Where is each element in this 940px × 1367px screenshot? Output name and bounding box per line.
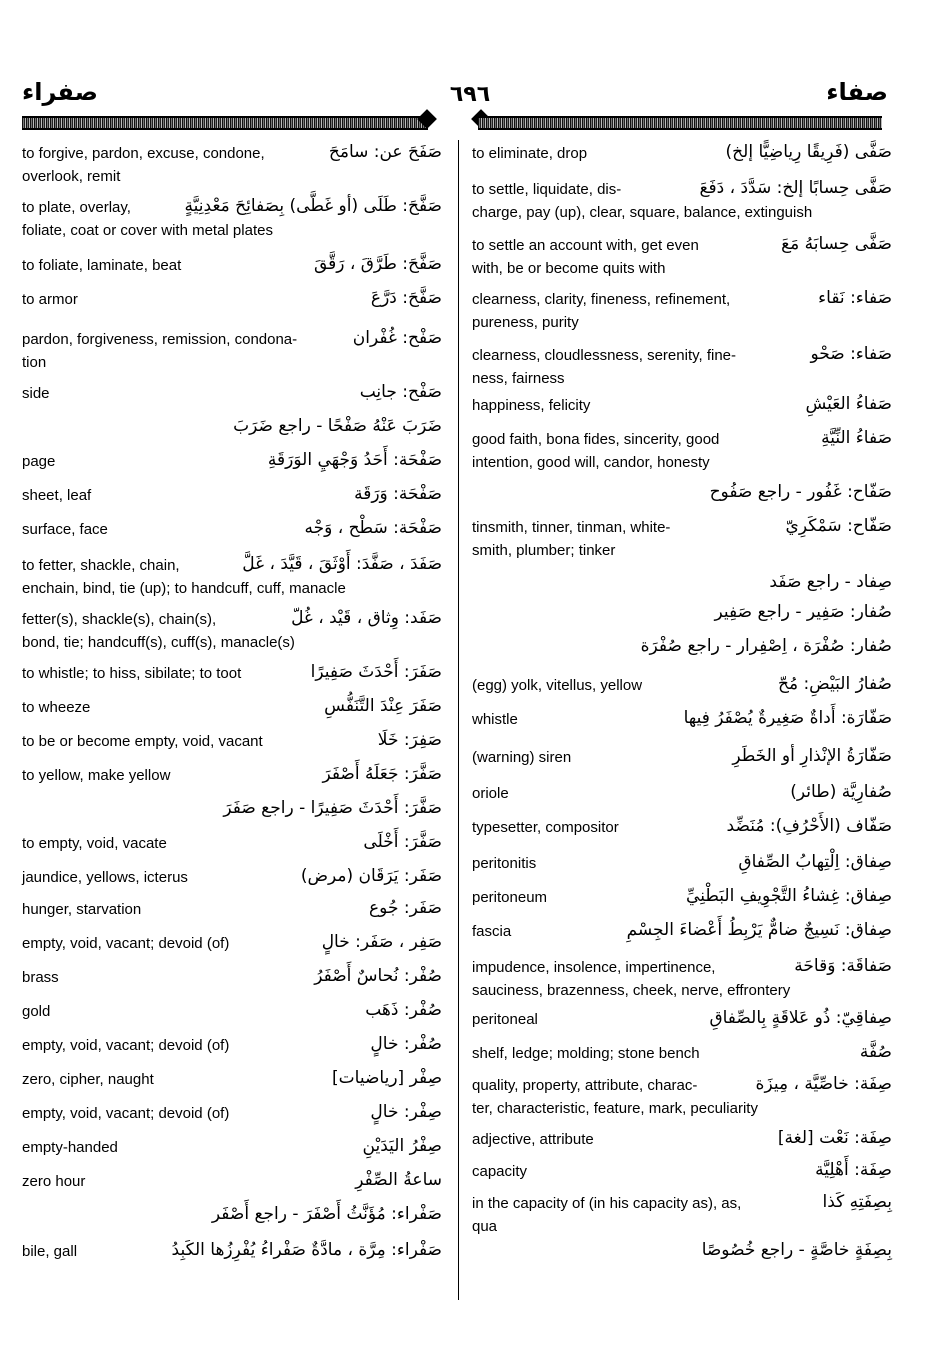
- dictionary-entry: [472, 1008, 892, 1031]
- arabic-headword: بِصِفَتِهِ كَذا: [822, 1192, 892, 1212]
- arabic-headword: صِفْر: خالٍ: [370, 1102, 442, 1122]
- english-definition: to plate, overlay, foliate, coat or cover with metal plates: [22, 199, 273, 239]
- english-definition: jaundice, yellows, icterus: [22, 869, 188, 886]
- dictionary-entry: [22, 1170, 442, 1193]
- english-definition: capacity: [472, 1163, 528, 1180]
- arabic-headword: صَفَرَ عِنْدَ التَّنَفُّسِ: [324, 696, 442, 716]
- arabic-headword: صُفار: صُفْرَة ، اِصْفِرار - راجع صُفْرَة: [640, 636, 892, 656]
- dictionary-entry: [472, 1074, 892, 1120]
- english-definition: shelf, ledge; molding; stone bench: [472, 1045, 700, 1062]
- arabic-headword: صَفّاف (الأَحْرُفِ): مُنَضِّد: [726, 816, 892, 836]
- arabic-headword: صِفَة: أَهْلِيَّة: [815, 1160, 892, 1180]
- dictionary-entry: [472, 816, 892, 839]
- arabic-headword: صِفاق: نَسِيجٌ ضامٌّ يَرْبِطُ أَعْضاءَ الجِسْمِ: [626, 920, 892, 940]
- dictionary-entry: [22, 328, 442, 374]
- english-definition: page: [22, 453, 56, 470]
- english-definition: to eliminate, drop: [472, 145, 588, 162]
- arabic-headword: صَفَد: وِثاق ، قَيْد ، غُلّ: [291, 608, 442, 628]
- arabic-headword: صَفاء: صَحْو: [810, 344, 892, 364]
- arabic-headword: صُفارُ البَيْضِ: مُحّ: [777, 674, 892, 694]
- arabic-headword: صُفَّة: [859, 1042, 892, 1062]
- dictionary-entry: [472, 1192, 892, 1238]
- arabic-headword: صَفَّى (فَرِيقًا رِياضِيًّا إلخ): [725, 142, 892, 162]
- arabic-headword: صَفَّرَ: أَحْدَثَ صَفِيرًا - راجع صَفَرَ: [223, 798, 442, 818]
- dictionary-entry: [22, 662, 442, 685]
- english-definition: tinsmith, tinner, tinman, white- smith, plumber; tinker: [472, 519, 671, 559]
- arabic-headword: صَفَّى حِسابَهُ مَعَ: [781, 234, 892, 254]
- dictionary-entry: [472, 428, 892, 474]
- english-definition: to foliate, laminate, beat: [22, 257, 182, 274]
- english-definition: to settle an account with, get even with, be or become quits with: [472, 237, 699, 277]
- dictionary-entry: [22, 796, 442, 820]
- arabic-headword: صَفَّرَ: أَخْلَى: [363, 832, 442, 852]
- english-definition: whistle: [472, 711, 518, 728]
- english-definition: zero, cipher, naught: [22, 1071, 154, 1088]
- arabic-headword: صُفْر: نُحاسٌ أَصْفَرُ: [314, 966, 442, 986]
- dictionary-entry: [472, 142, 892, 165]
- english-definition: brass: [22, 969, 59, 986]
- arabic-headword: صُفار: صَفِير - راجع صَفِير: [714, 602, 892, 622]
- english-definition: peritoneum: [472, 889, 548, 906]
- arabic-headword: صِفاق: اِلْتِهابُ الصِّفاقِ: [738, 852, 892, 872]
- arabic-headword: صِفَة: خاصِّيَّة ، مِيزَة: [755, 1074, 892, 1094]
- english-definition: gold: [22, 1003, 51, 1020]
- dictionary-entry: [22, 142, 442, 188]
- english-definition: clearness, cloudlessness, serenity, fine- ness, fairness: [472, 347, 737, 387]
- header-rule-left: [22, 116, 428, 130]
- column-divider: [458, 140, 459, 1300]
- dictionary-entry: [22, 1202, 442, 1226]
- english-definition: empty, void, vacant; devoid (of): [22, 1037, 230, 1054]
- english-definition: side: [22, 385, 50, 402]
- english-definition: adjective, attribute: [472, 1131, 594, 1148]
- arabic-headword: صِفاقِيّ: ذُو عَلاقَةٍ بِالصِّفاقِ: [709, 1008, 892, 1028]
- english-definition: bile, gall: [22, 1243, 78, 1260]
- english-definition: to fetter, shackle, chain, enchain, bind, tie (up); to handcuff, cuff, manacle: [22, 557, 346, 597]
- arabic-headword: صَفّارَة: أَداةٌ صَغِيرةٌ يُصْفَرُ فِيها: [683, 708, 892, 728]
- english-definition: good faith, bona fides, sincerity, good intention, good will, candor, honesty: [472, 431, 720, 471]
- english-definition: empty-handed: [22, 1139, 118, 1156]
- dictionary-entry: [22, 1240, 442, 1263]
- arabic-headword: صَفَرَ: أَحْدَثَ صَفِيرًا: [310, 662, 442, 682]
- dictionary-entry: [472, 886, 892, 909]
- dictionary-entry: [22, 1034, 442, 1057]
- dictionary-entry: [22, 288, 442, 311]
- english-definition: to empty, void, vacate: [22, 835, 167, 852]
- english-definition: sheet, leaf: [22, 487, 92, 504]
- header-right-word: صفاء: [826, 78, 888, 106]
- dictionary-entry: [472, 344, 892, 390]
- arabic-headword: صَفَّحَ: طَلَى (أو غَطَّى) بِصَفائِحَ مَعْدِنِيَّةٍ: [184, 196, 442, 216]
- dictionary-entry: [472, 394, 892, 417]
- dictionary-entry: [472, 234, 892, 280]
- arabic-headword: صَفْح: غُفْران: [352, 328, 442, 348]
- english-definition: in the capacity of (in his capacity as), as, qua: [472, 1195, 742, 1235]
- english-definition: to be or become empty, void, vacant: [22, 733, 263, 750]
- dictionary-entry: [472, 782, 892, 805]
- arabic-headword: ساعةُ الصِّفْرِ: [355, 1170, 442, 1190]
- arabic-headword: صَفْراء: مِرَّة ، مادَّةٌ صَفْراءُ يُفْرِزُها الكَبِدُ: [171, 1240, 442, 1260]
- arabic-headword: صَفاقَة: وَقاحَة: [794, 956, 892, 976]
- dictionary-entry: [22, 254, 442, 277]
- english-definition: hunger, starvation: [22, 901, 142, 918]
- english-definition: peritonitis: [472, 855, 537, 872]
- english-definition: to settle, liquidate, dis- charge, pay (up), clear, square, balance, extinguish: [472, 181, 813, 221]
- arabic-headword: صَفْحَة: أَحَدُ وَجْهَيِ الوَرَقَةِ: [267, 450, 442, 470]
- dictionary-entry: [22, 730, 442, 753]
- dictionary-entry: [22, 196, 442, 242]
- dictionary-entry: [472, 956, 892, 1002]
- english-definition: happiness, felicity: [472, 397, 591, 414]
- arabic-headword: صِفاد - راجع صَفَد: [769, 572, 892, 592]
- arabic-headword: صَفْح: جانِب: [359, 382, 442, 402]
- dictionary-entry: [22, 832, 442, 855]
- dictionary-entry: [22, 450, 442, 473]
- dictionary-entry: [22, 382, 442, 405]
- english-definition: (egg) yolk, vitellus, yellow: [472, 677, 643, 694]
- dictionary-entry: [472, 1042, 892, 1065]
- arabic-headword: صَفْراء: مُؤَنَّثُ أَصْفَرَ - راجع أَصْفَر: [211, 1204, 442, 1224]
- english-definition: (warning) siren: [472, 749, 572, 766]
- arabic-headword: صَفَّحَ: طَرَّقَ ، رَقَّقَ: [313, 254, 442, 274]
- english-definition: to whistle; to hiss, sibilate; to toot: [22, 665, 242, 682]
- page-number: ٦٩٦: [449, 82, 491, 107]
- dictionary-entry: [472, 920, 892, 943]
- dictionary-entry: [472, 708, 892, 731]
- english-definition: zero hour: [22, 1173, 86, 1190]
- english-definition: to yellow, make yellow: [22, 767, 171, 784]
- arabic-headword: ضَرَبَ عَنْهُ صَفْحًا - راجع ضَرَبَ: [233, 416, 442, 436]
- dictionary-entry: [472, 570, 892, 594]
- dictionary-entry: [472, 746, 892, 769]
- english-definition: empty, void, vacant; devoid (of): [22, 1105, 230, 1122]
- english-definition: peritoneal: [472, 1011, 538, 1028]
- dictionary-entry: [472, 480, 892, 504]
- arabic-headword: صَفِر ، صَفَر: خالٍ: [321, 932, 442, 952]
- dictionary-entry: [472, 288, 892, 334]
- dictionary-entry: [22, 484, 442, 507]
- arabic-headword: صَفّاح: سَمْكَرِيّ: [785, 516, 892, 536]
- arabic-headword: صَفّارَةُ الإنْذارِ أو الخَطَرِ: [732, 746, 892, 766]
- arabic-headword: صَفّاح: غَفُور - راجع صَفُوح: [709, 482, 892, 502]
- english-definition: empty, void, vacant; devoid (of): [22, 935, 230, 952]
- dictionary-entry: [472, 600, 892, 624]
- dictionary-entry: [22, 414, 442, 438]
- arabic-headword: صُفْر: ذَهَب: [365, 1000, 442, 1020]
- arabic-headword: صِفَة: نَعْت [لغة]: [777, 1128, 892, 1148]
- arabic-headword: صَفَر: يَرَقَان (مرض): [300, 866, 442, 886]
- arabic-headword: صَفْحَة: وَرَقَة: [354, 484, 442, 504]
- arabic-headword: صَفَّحَ: دَرَّعَ: [370, 288, 442, 308]
- english-definition: surface, face: [22, 521, 108, 538]
- english-definition: oriole: [472, 785, 509, 802]
- arabic-headword: بِصِفَةٍ خاصَّةٍ - راجع خُصُوصًا: [701, 1240, 892, 1260]
- dictionary-entry: [22, 608, 442, 654]
- english-definition: fetter(s), shackle(s), chain(s), bond, tie; handcuff(s), cuff(s), manacle(s): [22, 611, 295, 651]
- dictionary-entry: [22, 764, 442, 787]
- english-definition: to armor: [22, 291, 78, 308]
- arabic-headword: صِفْر [رياضيات]: [332, 1068, 442, 1088]
- dictionary-entry: [22, 898, 442, 921]
- dictionary-entry: [22, 1068, 442, 1091]
- arabic-headword: صَفَحَ عن: سامَحَ: [328, 142, 442, 162]
- dictionary-entry: [22, 1102, 442, 1125]
- english-definition: quality, property, attribute, charac- ter, characteristic, feature, mark, peculiarity: [472, 1077, 758, 1117]
- english-definition: to forgive, pardon, excuse, condone, overlook, remit: [22, 145, 265, 185]
- dictionary-entry: [22, 518, 442, 541]
- header-rule-right: [478, 116, 882, 130]
- arabic-headword: صِفاق: غِشاءُ التَّجْوِيفِ البَطْنِيِّ: [686, 886, 892, 906]
- dictionary-entry: [22, 1136, 442, 1159]
- dictionary-entry: [22, 966, 442, 989]
- dictionary-entry: [472, 634, 892, 658]
- dictionary-entry: [22, 554, 442, 600]
- arabic-headword: صَفَّى حِسابًا إلخ: سَدَّدَ ، دَفَعَ: [699, 178, 892, 198]
- dictionary-entry: [472, 1238, 892, 1262]
- english-definition: to wheeze: [22, 699, 91, 716]
- dictionary-entry: [22, 932, 442, 955]
- dictionary-entry: [22, 866, 442, 889]
- arabic-headword: صَفْحَة: سَطْح ، وَجْه: [304, 518, 442, 538]
- english-definition: impudence, insolence, impertinence, sauciness, brazenness, cheek, nerve, effrontery: [472, 959, 791, 999]
- arabic-headword: صَفاءُ العَيْشِ: [805, 394, 892, 414]
- dictionary-entry: [472, 674, 892, 697]
- arabic-headword: صَفَدَ ، صَفَّدَ: أَوْثَقَ ، قَيَّدَ ، غَلَّ: [242, 554, 442, 574]
- dictionary-entry: [472, 1128, 892, 1151]
- arabic-headword: صِفْرُ اليَدَيْنِ: [362, 1136, 442, 1156]
- arabic-headword: صَفِرَ: خَلَا: [377, 730, 442, 750]
- arabic-headword: صُفْر: خالٍ: [370, 1034, 442, 1054]
- arabic-headword: صَفَر: جُوع: [369, 898, 442, 918]
- english-definition: typesetter, compositor: [472, 819, 619, 836]
- dictionary-entry: [472, 516, 892, 562]
- dictionary-entry: [22, 696, 442, 719]
- arabic-headword: صُفارِيَّة (طائر): [790, 782, 892, 802]
- arabic-headword: صَفَّرَ: جَعَلَهُ أَصْفَرَ: [322, 764, 442, 784]
- dictionary-entry: [472, 1160, 892, 1183]
- dictionary-entry: [472, 852, 892, 875]
- header-left-word: صفراء: [22, 78, 98, 106]
- arabic-headword: صَفاء: نَقاء: [818, 288, 892, 308]
- english-definition: pardon, forgiveness, remission, condona- tion: [22, 331, 298, 371]
- english-definition: fascia: [472, 923, 512, 940]
- english-definition: clearness, clarity, fineness, refinement, pureness, purity: [472, 291, 731, 331]
- arabic-headword: صَفاءُ النِّيَّةِ: [821, 428, 892, 448]
- dictionary-entry: [472, 178, 892, 224]
- dictionary-entry: [22, 1000, 442, 1023]
